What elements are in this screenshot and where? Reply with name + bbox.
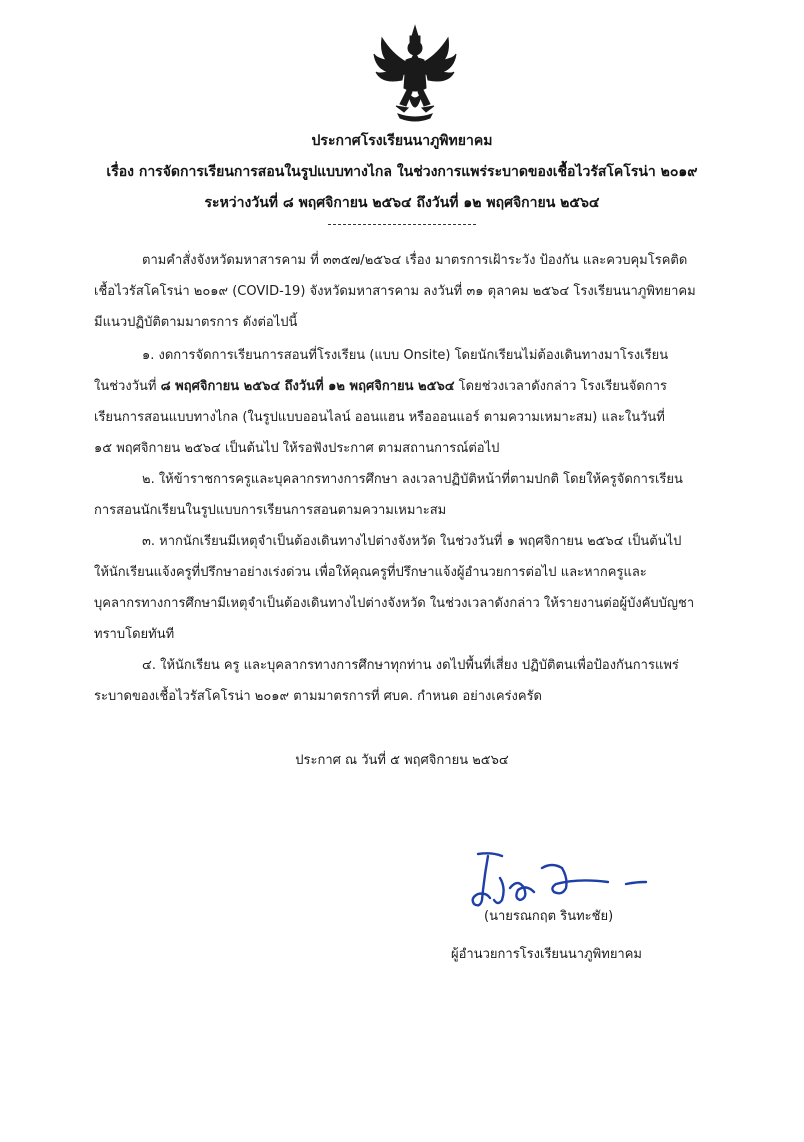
signatory-name: (นายรณกฤต รินทะชัย) [484,909,614,924]
garuda-emblem-icon [368,24,462,124]
item-4-line: ๔. ให้นักเรียน ครู และบุคลากรทางการศึกษาทุกท่าน งดไปพื้นที่เสี่ยง ปฏิบัติตนเพื่อป้องกันการแพร่ [142,658,679,673]
title-divider [328,224,476,225]
intro-line: ตามคำสั่งจังหวัดมหาสารคาม ที่ ๓๓๕๗/๒๕๖๔ เรื่อง มาตรการเฝ้าระวัง ป้องกัน และควบคุมโรคติด [142,253,688,268]
intro-line: เชื้อไวรัสโคโรน่า ๒๐๑๙ (COVID-19) จังหวัดมหาสารคาม ลงวันที่ ๓๑ ตุลาคม ๒๕๖๔ โรงเรียนนาภูพิทยาคม [94,284,696,299]
item-3-line: ๓. หากนักเรียนมีเหตุจำเป็นต้องเดินทางไปต่างจังหวัด ในช่วงวันที่ ๑ พฤศจิกายน ๒๕๖๔ เป็นต้นไป [142,534,682,549]
item-2-paragraph [94,464,718,526]
item-3-line: บุคลากรทางการศึกษามีเหตุจำเป็นต้องเดินทางไปต่างจังหวัด ในช่วงเวลาดังกล่าว ให้รายงานต่อผู้บังคับบัญชา [94,596,695,611]
announcement-period: ระหว่างวันที่ ๘ พฤศจิกายน ๒๕๖๔ ถึงวันที่ ๑๒ พฤศจิกายน ๒๕๖๔ [204,195,600,211]
item-1-date-range: ๘ พฤศจิกายน ๒๕๖๔ ถึงวันที่ ๑๒ พฤศจิกายน ๒๕๖๔ [160,379,455,394]
intro-paragraph [94,245,718,338]
item-1-line: ๑๕ พฤศจิกายน ๒๕๖๔ เป็นต้นไป ให้รอฟังประกาศ ตามสถานการณ์ต่อไป [94,441,500,456]
item-3-paragraph [94,526,718,650]
item-1-line [94,371,718,402]
item-3-line: ให้นักเรียนแจ้งครูที่ปรึกษาอย่างเร่งด่วน เพื่อให้คุณครูที่ปรึกษาแจ้งผู้อำนวยการต่อไป และหากครูและ [94,565,647,580]
item-1-text: โดยช่วงเวลาดังกล่าว โรงเรียนจัดการ [454,379,668,394]
item-2-line: การสอนนักเรียนในรูปแบบการเรียนการสอนตามความเหมาะสม [94,503,447,518]
item-1-text: ในช่วงวันที่ [94,379,161,394]
item-3-line: ทราบโดยทันที [94,627,175,642]
item-1-paragraph [94,340,718,464]
item-1-line: ๑. งดการจัดการเรียนการสอนที่โรงเรียน (แบบ Onsite) โดยนักเรียนไม่ต้องเดินทางมาโรงเรียน [142,348,669,363]
signatory-title: ผู้อำนวยการโรงเรียนนาภูพิทยาคม [451,947,643,962]
item-4-line: ระบาดของเชื้อไวรัสโคโรน่า ๒๐๑๙ ตามมาตรการที่ ศบค. กำหนด อย่างเคร่งครัด [94,689,542,704]
item-4-paragraph [94,650,718,712]
item-2-line: ๒. ให้ข้าราชการครูและบุคลากรทางการศึกษา ลงเวลาปฏิบัติหน้าที่ตามปกติ โดยให้ครูจัดการเรียน [142,472,683,487]
announcement-date: ประกาศ ณ วันที่ ๕ พฤศจิกายน ๒๕๖๔ [295,753,509,768]
intro-line: มีแนวปฏิบัติตามมาตรการ ดังต่อไปนี้ [94,315,298,330]
handwritten-signature [458,848,668,912]
announcement-title: ประกาศโรงเรียนนาภูพิทยาคม [311,133,493,149]
announcement-subject: เรื่อง การจัดการเรียนการสอนในรูปแบบทางไกล ในช่วงการแพร่ระบาดของเชื้อไวรัสโคโรน่า ๒๐๑๙ [106,164,698,180]
item-1-line: เรียนการสอนแบบทางไกล (ในรูปแบบออนไลน์ ออนแฮน หรือออนแอร์ ตามความเหมาะสม) และในวันที่ [94,410,665,425]
